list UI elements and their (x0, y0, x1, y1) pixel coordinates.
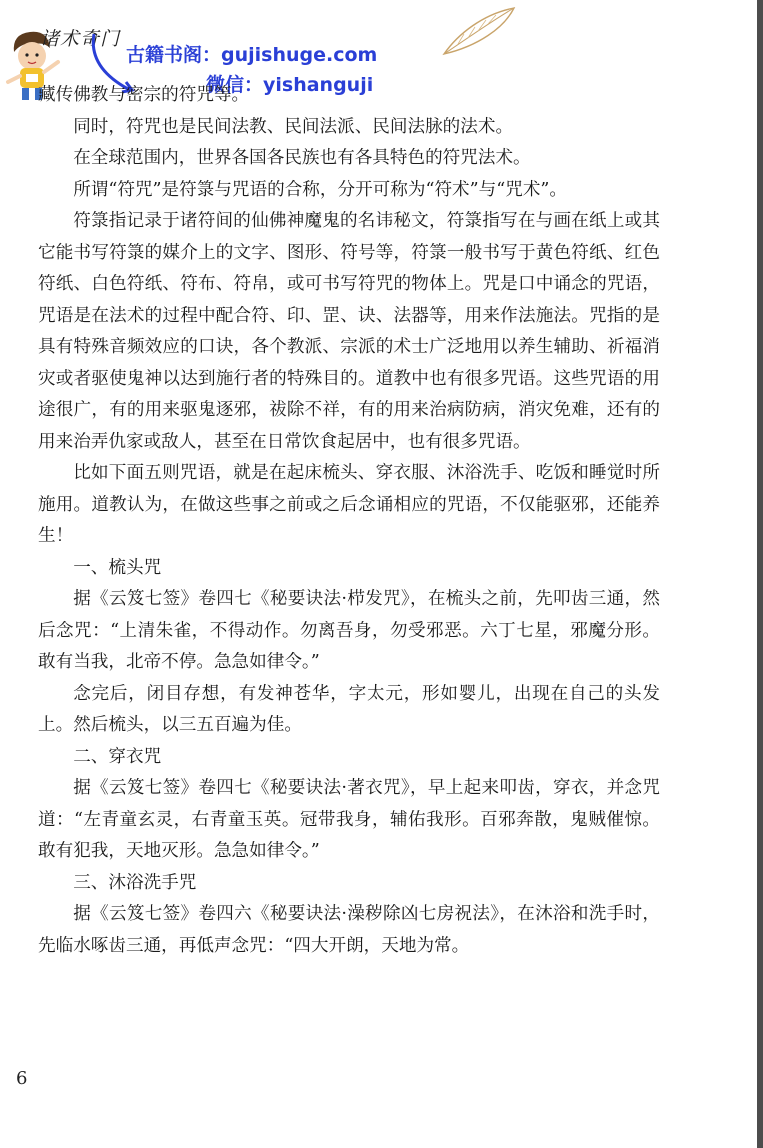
paragraph: 所谓“符咒”是符箓与咒语的合称，分开可称为“符术”与“咒术”。 (73, 179, 568, 200)
paragraph: 藏传佛教与密宗的符咒等。 (38, 85, 250, 105)
paragraph: 符箓指记录于诸符间的仙佛神魔鬼的名讳秘文，符箓指写在与画在纸上或其它能书写符箓的媒介上的文字、图形、符号等，符箓一般书写于黄色符纸、红色符纸、白色符纸、符布、符帛，或可书写符咒的物体上。咒是口中诵念的咒语，咒语是在法术的过程中配合符、印、罡、诀、法器等，用来作法施法。咒指的是具有特殊音频效应的口诀，各个教派、宗派的术士广泛地用以养生辅助、祈福消灾或者驱使鬼神以达到施行者的特殊目的。道教中也有很多咒语。这些咒语的用途很广，有的用来驱鬼逐邪，祓除不祥，有的用来治病防病，消灾免难，还有的用来治弄仇家或敌人，甚至在日常饮食起居中，也有很多咒语。 (38, 211, 660, 452)
body-text (38, 80, 660, 962)
paragraph: 据《云笈七签》卷四六《秘要诀法·澡秽除凶七房祝法》，在沐浴和洗手时，先临水啄齿三通，再低声念咒：“四大开朗，天地为常。 (38, 904, 660, 956)
leaf-ornament-icon (438, 4, 518, 58)
page-edge (757, 0, 763, 1148)
paragraph: 比如下面五则咒语，就是在起床梳头、穿衣服、沐浴洗手、吃饭和睡觉时所施用。道教认为，在做这些事之前或之后念诵相应的咒语，不仅能驱邪，还能养生！ (38, 463, 660, 546)
section-heading: 二、穿衣咒 (73, 746, 162, 767)
paragraph: 据《云笈七签》卷四七《秘要诀法·栉发咒》，在梳头之前，先叩齿三通，然后念咒：“上清朱雀，不得动作。勿离吾身，勿受邪恶。六丁七星，邪魔分形。敢有当我，北帝不停。急急如律令。” (38, 589, 660, 672)
paragraph: 念完后，闭目存想，有发神苍华，字太元，形如婴儿，出现在自己的头发上。然后梳头，以三五百遍为佳。 (38, 683, 660, 735)
paragraph: 同时，符咒也是民间法教、民间法派、民间法脉的法术。 (73, 116, 514, 137)
section-heading: 三、沐浴洗手咒 (73, 872, 197, 893)
running-header-title: 诸术奇门 (40, 28, 121, 50)
page-number: 6 (16, 1068, 28, 1089)
section-heading: 一、梳头咒 (73, 557, 162, 578)
paragraph: 在全球范围内，世界各国各民族也有各具特色的符咒法术。 (73, 148, 531, 168)
watermark-wechat: 微信：yishanguji (206, 74, 374, 96)
watermark-site: 古籍书阁：gujishuge.com (126, 44, 378, 66)
paragraph: 据《云笈七签》卷四七《秘要诀法·著衣咒》，早上起来叩齿，穿衣，并念咒道：“左青童玄灵，右青童玉英。冠带我身，辅佑我形。百邪奔散，鬼贼催惊。敢有犯我，天地灭形。急急如律令。” (38, 778, 660, 861)
